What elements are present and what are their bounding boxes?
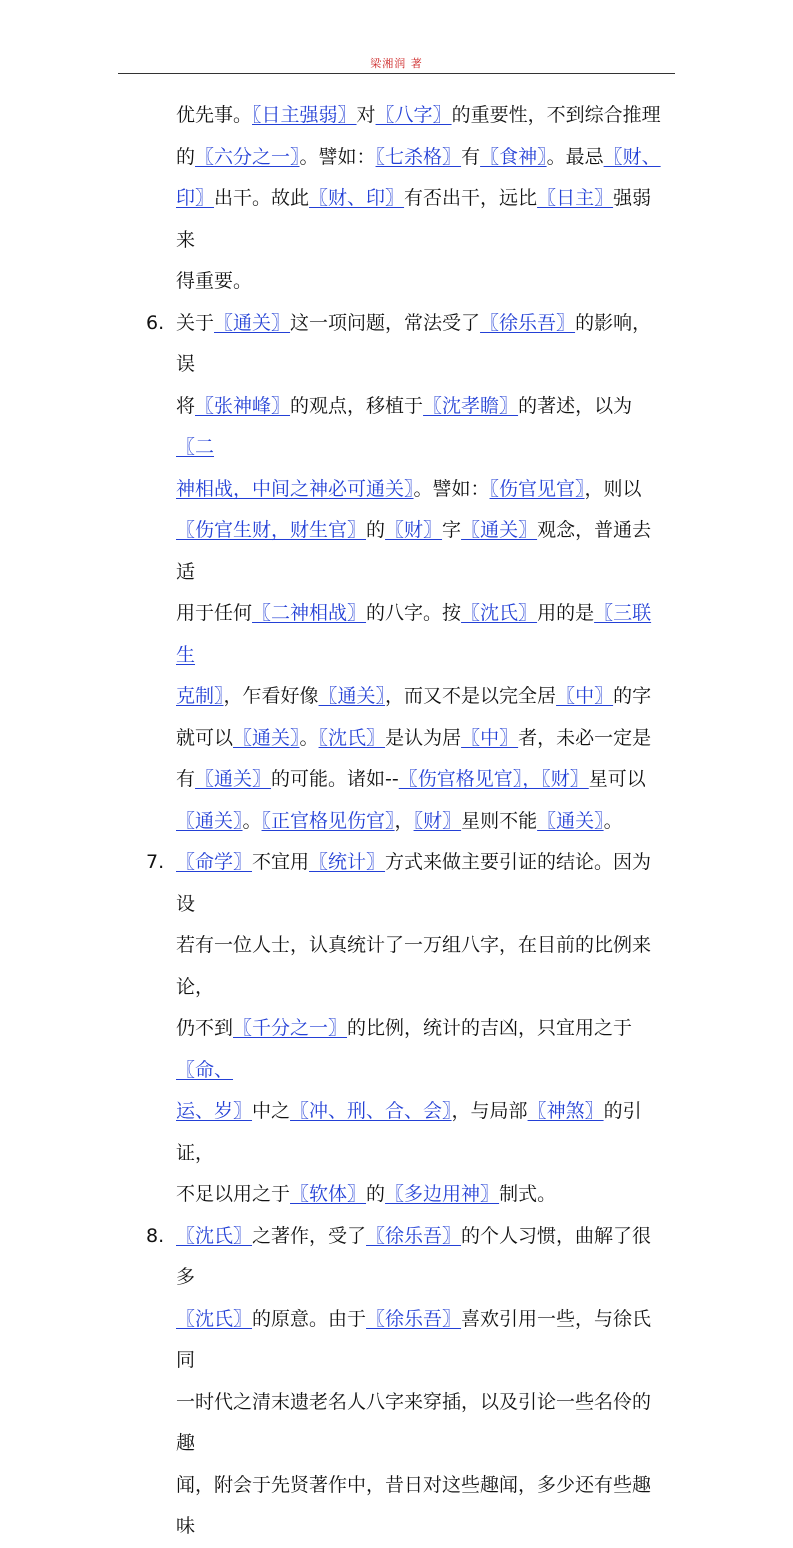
page-header: 梁湘润 著 <box>370 57 423 70</box>
text-span: 。譬如： <box>299 145 376 168</box>
term-link[interactable]: 〖八字〗 <box>375 104 452 126</box>
term-link[interactable]: 〖神煞〗 <box>527 1100 604 1122</box>
term-link[interactable]: 〖伤官生财，财生官〗 <box>176 519 367 541</box>
term-link[interactable]: 〖伤官见官〗 <box>489 477 585 500</box>
term-link[interactable]: 〖沈孝瞻〗 <box>423 394 519 417</box>
text-span: 观念，普通去适 用于任何 <box>176 519 652 624</box>
text-span: 的 <box>366 1183 386 1205</box>
term-link[interactable]: 〖软体〗 <box>290 1183 367 1205</box>
term-link[interactable]: 〖日主〗 <box>537 187 614 209</box>
text-span: 喜欢引用一些，与徐氏同 一时代之清末遗老名人八字来穿插，以及引论一些名伶的趣 闻，附会于先贤著作中，昔日对这些趣闻，多少还有些趣味 <box>176 1307 652 1537</box>
text-span: 制式。 <box>499 1183 557 1205</box>
term-link[interactable]: 〖二 神相战，中间之神必可通关〗 <box>176 436 414 500</box>
list-item-number: 8. <box>146 1224 165 1247</box>
text-span: 的比例，统计的吉凶，只宜用之于 <box>347 1017 633 1039</box>
text-span: 优先事。 <box>176 104 253 126</box>
term-link[interactable]: 〖伤官格见官〗，〖财〗 <box>398 768 589 790</box>
term-link[interactable]: 〖通关〗 <box>537 809 604 832</box>
term-link[interactable]: 〖沈氏〗 <box>176 1224 253 1247</box>
list-item <box>146 95 686 303</box>
text-span: 的字 就可以 <box>176 685 652 749</box>
list-item-number: 6. <box>146 311 165 334</box>
text-span: 的原意。由于 <box>252 1307 367 1330</box>
text-span: 这一项问题，常法受了 <box>290 311 481 334</box>
term-link[interactable]: 〖通关〗 <box>233 726 300 749</box>
text-span: 的重要性，不到综合推理 的 <box>176 104 661 168</box>
text-span: 。 <box>299 726 319 749</box>
text-span: ，则以 <box>584 477 642 500</box>
term-link[interactable]: 〖沈氏〗 <box>176 1307 253 1330</box>
document-body <box>146 95 686 1548</box>
term-link[interactable]: 〖财、印〗 <box>309 187 405 209</box>
text-span: 是认为居 <box>385 726 462 749</box>
term-link[interactable]: 〖徐乐吾〗 <box>480 311 576 334</box>
text-span: 的八字。按 <box>366 602 462 624</box>
text-span: 的引证， 不足以用之于 <box>176 1100 642 1205</box>
text-span: ，乍看好像 <box>223 685 319 707</box>
text-span: 星则不能 <box>461 809 538 832</box>
text-span: ， <box>394 809 414 832</box>
paragraph-text <box>176 95 664 303</box>
text-span: 方式来做主要引证的结论。因为设 若有一位人士，认真统计了一万组八字，在目前的比例来论， 仍不到 <box>176 851 652 1039</box>
term-link[interactable]: 〖日主强弱〗 <box>252 104 357 126</box>
text-span: 字 <box>442 519 462 541</box>
text-span: 。 <box>603 809 623 832</box>
term-link[interactable]: 〖通关〗 <box>461 519 538 541</box>
text-span: 者，未必一定是 有 <box>176 726 652 790</box>
text-span: 有否出干，远比 <box>404 187 538 209</box>
text-span: 关于 <box>176 311 215 334</box>
term-link[interactable]: 〖通关〗 <box>214 311 291 334</box>
list-item <box>146 842 686 1216</box>
text-span: 的 <box>366 519 386 541</box>
term-link[interactable]: 〖六分之一〗 <box>195 145 300 168</box>
term-link[interactable]: 〖通关〗 <box>318 685 386 707</box>
text-span: 。譬如： <box>413 477 490 500</box>
list-item <box>146 303 686 843</box>
text-span: ，与局部 <box>451 1100 528 1122</box>
term-link[interactable]: 〖中〗 <box>461 726 519 749</box>
term-link[interactable]: 〖统计〗 <box>309 851 386 873</box>
term-link[interactable]: 〖财、 印〗 <box>176 145 661 209</box>
text-span: 强弱来 得重要。 <box>176 187 652 292</box>
term-link[interactable]: 〖三联生 克制〗 <box>176 602 652 707</box>
paragraph-text <box>176 303 664 843</box>
term-link[interactable]: 〖中〗 <box>556 685 614 707</box>
term-link[interactable]: 〖二神相战〗 <box>252 602 367 624</box>
term-link[interactable]: 〖张神峰〗 <box>195 394 291 417</box>
header-divider <box>118 73 675 74</box>
text-span: 有 <box>461 145 481 168</box>
term-link[interactable]: 〖冲、刑、合、会〗 <box>290 1100 452 1122</box>
term-link[interactable]: 〖财〗 <box>413 809 462 832</box>
text-span: 不宜用 <box>252 851 310 873</box>
text-span: 的著述，以为 <box>518 394 633 417</box>
term-link[interactable]: 〖徐乐吾〗 <box>366 1307 462 1330</box>
term-link[interactable]: 〖财〗 <box>385 519 443 541</box>
term-link[interactable]: 〖多边用神〗 <box>385 1183 500 1205</box>
term-link[interactable]: 〖通关〗 <box>176 809 243 832</box>
text-span: ，而又不是以完全居 <box>385 685 557 707</box>
text-span: 的可能。诸如-- <box>271 768 399 790</box>
text-span: 出干。故此 <box>214 187 310 209</box>
term-link[interactable]: 〖命、 运、岁〗 <box>176 1058 253 1122</box>
text-span: 的观点，移植于 <box>290 394 424 417</box>
term-link[interactable]: 〖通关〗 <box>195 768 272 790</box>
term-link[interactable]: 〖食神〗 <box>480 145 547 168</box>
list-item-number: 7. <box>146 851 165 873</box>
text-span: 中之 <box>252 1100 291 1122</box>
term-link[interactable]: 〖徐乐吾〗 <box>366 1224 462 1247</box>
list-item <box>146 1216 686 1548</box>
paragraph-text <box>176 842 664 1216</box>
text-span: 的影响，误 将 <box>176 311 652 417</box>
text-span: 的个人习惯，曲解了很多 <box>176 1224 652 1288</box>
text-span: 。 <box>242 809 262 832</box>
paragraph-text <box>176 1216 664 1548</box>
text-span: 用的是 <box>537 602 595 624</box>
term-link[interactable]: 〖千分之一〗 <box>233 1017 348 1039</box>
term-link[interactable]: 〖正官格见伤官〗 <box>261 809 395 832</box>
term-link[interactable]: 〖命学〗 <box>176 851 253 873</box>
term-link[interactable]: 〖沈氏〗 <box>461 602 538 624</box>
text-span: 对 <box>356 104 376 126</box>
text-span: 。最忌 <box>546 145 604 168</box>
text-span: 星可以 <box>588 768 646 790</box>
term-link[interactable]: 〖沈氏〗 <box>318 726 386 749</box>
term-link[interactable]: 〖七杀格〗 <box>375 145 462 168</box>
text-span: 之著作，受了 <box>252 1224 367 1247</box>
